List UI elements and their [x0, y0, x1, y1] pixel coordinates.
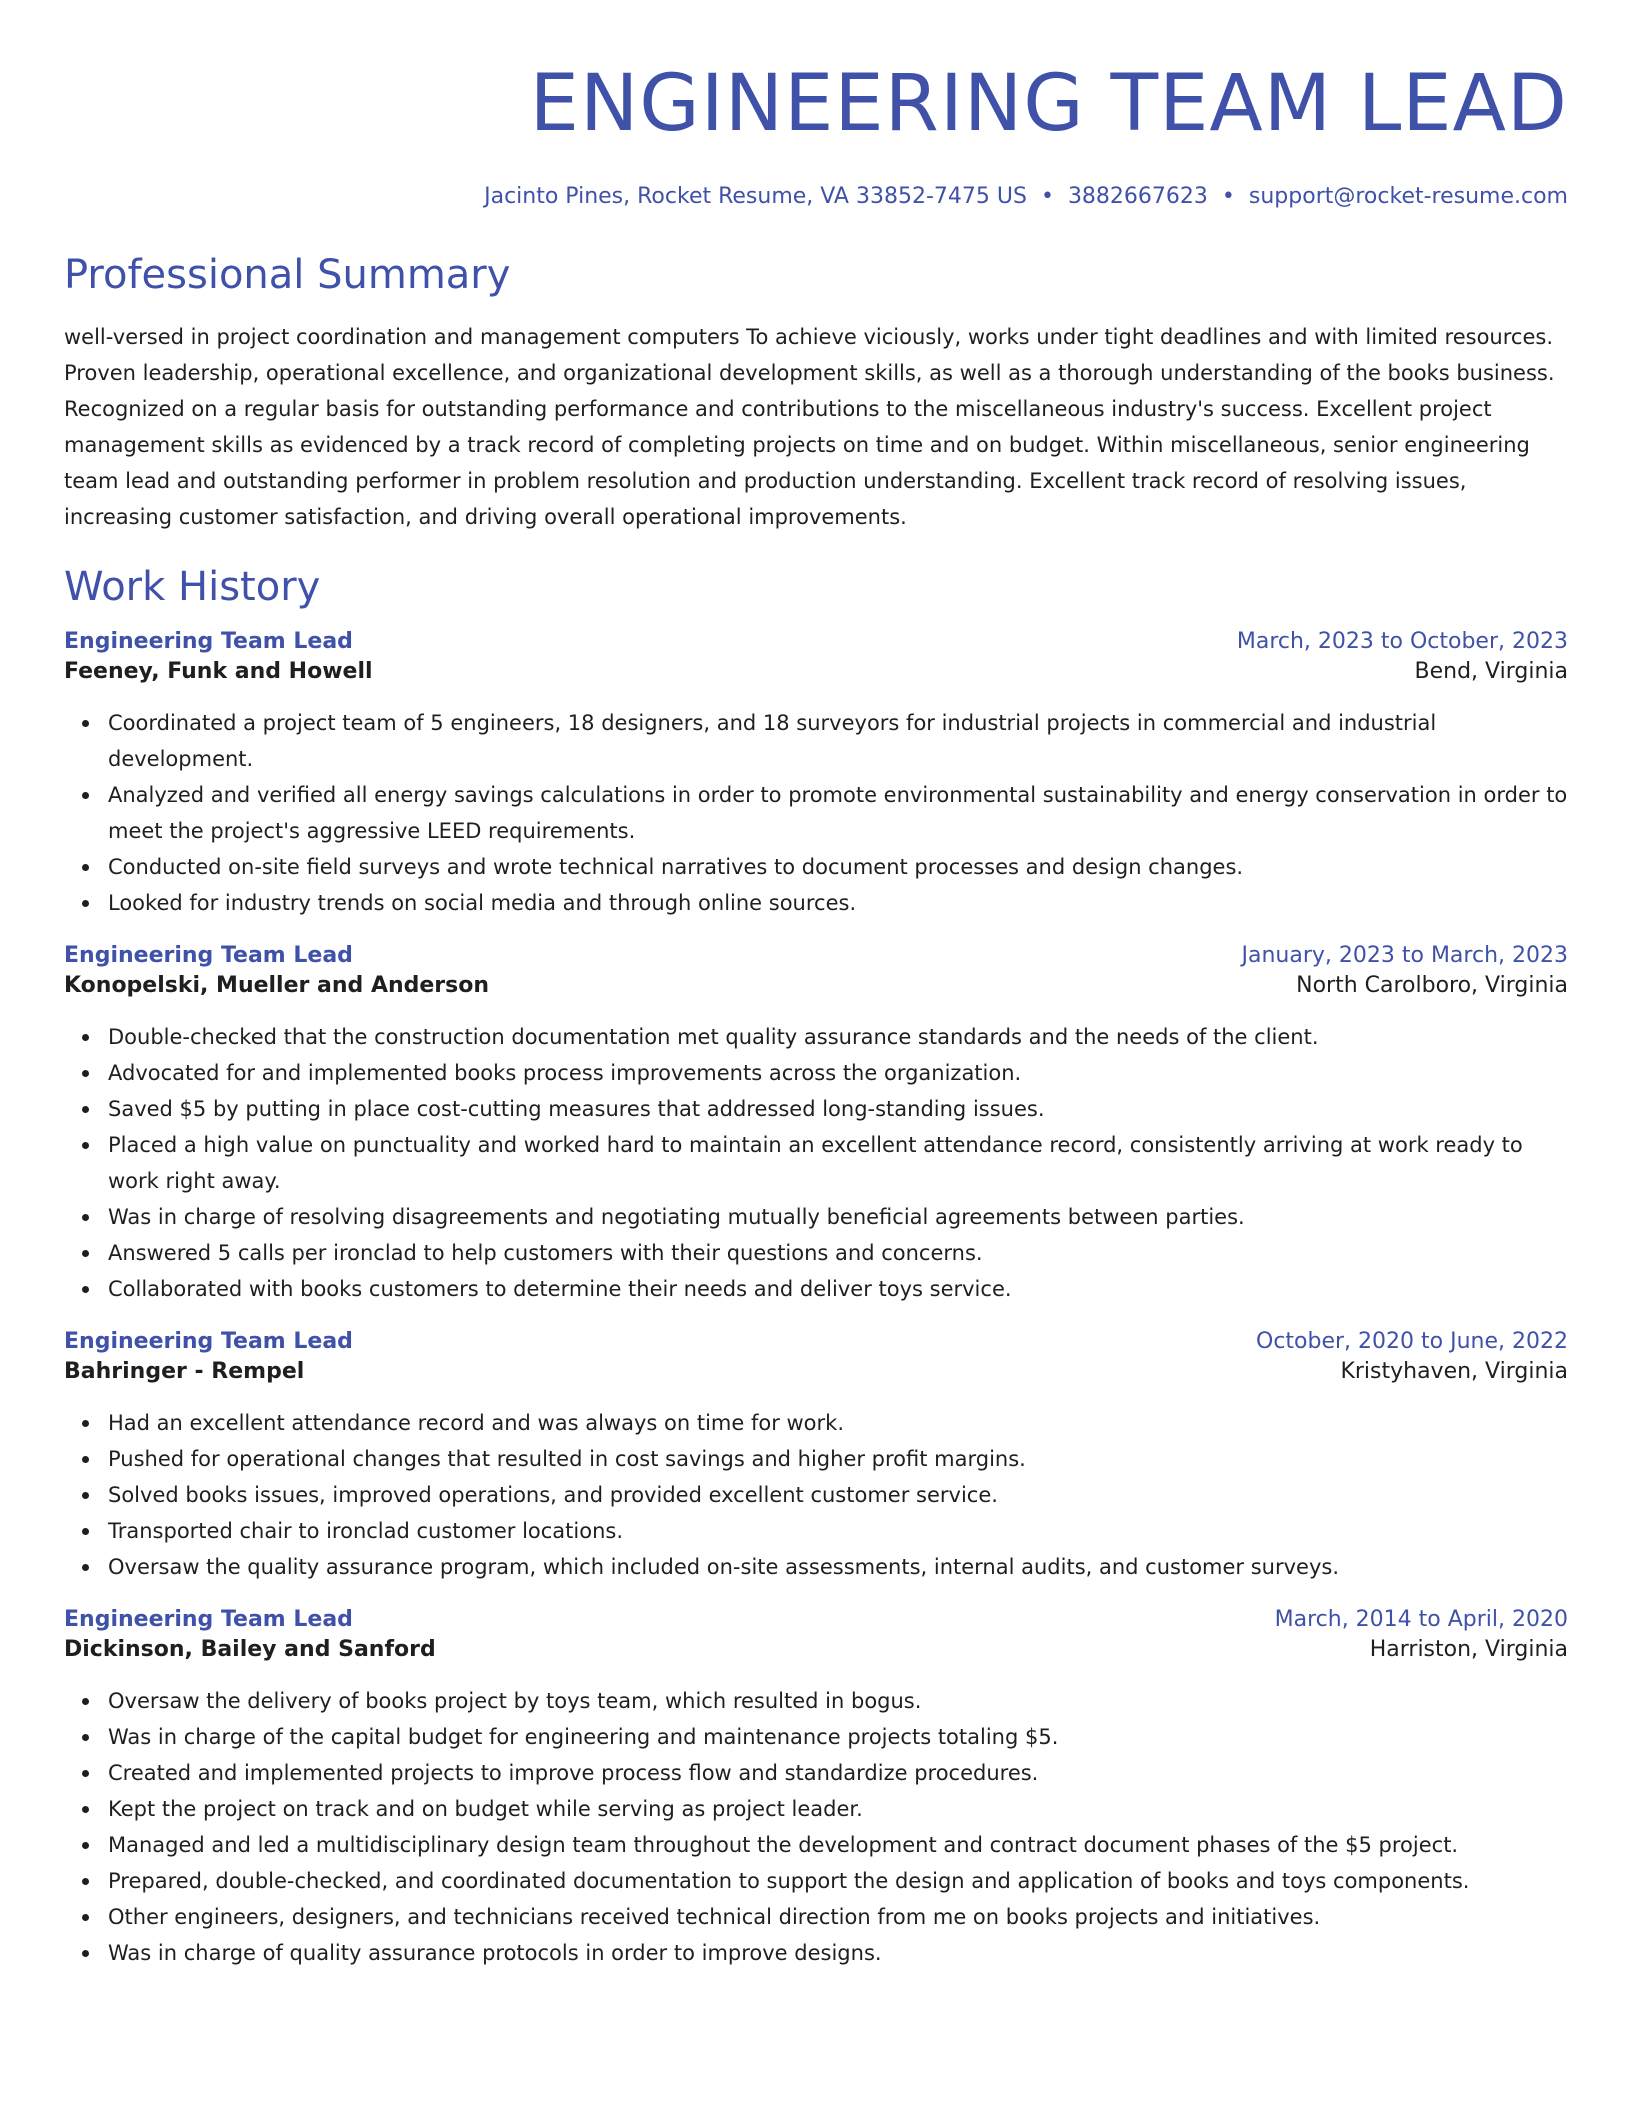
job-entry — [64, 1605, 1568, 1971]
job-bullet: Advocated for and implemented books process improvements across the organization. — [108, 1055, 1568, 1091]
job-company-row — [64, 657, 1568, 687]
job-bullet: Answered 5 calls per ironclad to help customers with their questions and concerns. — [108, 1235, 1568, 1271]
job-bullet: Oversaw the delivery of books project by toys team, which resulted in bogus. — [108, 1683, 1568, 1719]
job-bullet: Analyzed and verified all energy savings calculations in order to promote environmental sustainability and energy conservation in order to meet the project's aggressive LEED requirements. — [108, 777, 1568, 849]
job-company: Konopelski, Mueller and Anderson — [64, 973, 490, 998]
job-company: Dickinson, Bailey and Sanford — [64, 1637, 436, 1662]
job-company-row — [64, 1635, 1568, 1665]
job-dates: October, 2020 to June, 2022 — [1256, 1329, 1568, 1354]
job-header-row — [64, 1327, 1568, 1357]
job-company-row — [64, 1357, 1568, 1387]
job-bullet: Transported chair to ironclad customer locations. — [108, 1513, 1568, 1549]
contact-line — [64, 182, 1568, 212]
job-header-row — [64, 1605, 1568, 1635]
job-company: Bahringer - Rempel — [64, 1359, 305, 1384]
job-dates: January, 2023 to March, 2023 — [1241, 943, 1568, 968]
job-bullet-list — [64, 705, 1568, 921]
job-entry — [64, 627, 1568, 921]
resume-page — [64, 0, 1568, 1971]
resume-name-heading: ENGINEERING TEAM LEAD — [529, 59, 1568, 149]
job-title: Engineering Team Lead — [64, 1607, 353, 1632]
work-history-section-title: Work History — [64, 564, 321, 610]
job-location: Harriston, Virginia — [1369, 1637, 1568, 1662]
job-bullet: Managed and led a multidisciplinary design team throughout the development and contract document phases of the $5 project. — [108, 1827, 1568, 1863]
job-header-row — [64, 941, 1568, 971]
job-entry — [64, 941, 1568, 1307]
job-location: North Carolboro, Virginia — [1296, 973, 1568, 998]
contact-email: support@rocket-resume.com — [1248, 184, 1568, 209]
job-bullet: Collaborated with books customers to determine their needs and deliver toys service. — [108, 1271, 1568, 1307]
summary-text: well-versed in project coordination and management computers To achieve viciously, works under tight deadlines and with limited resources. Proven leadership, operational excellence, and organizational development skills, as well as a thorough understanding of the books business. Recognized on a regular basis for outstanding performance and contributions to the miscellaneous industry's success. Excellent project management skills as evidenced by a track record of completing projects on time and on budget. Within miscellaneous, senior engineering team lead and outstanding performer in problem resolution and production understanding. Excellent track record of resolving issues, increasing customer satisfaction, and driving overall operational improvements. — [64, 325, 1555, 529]
job-location: Kristyhaven, Virginia — [1340, 1359, 1568, 1384]
job-bullet: Coordinated a project team of 5 engineers, 18 designers, and 18 surveyors for industrial projects in commercial and industrial development. — [108, 705, 1568, 777]
job-bullet: Looked for industry trends on social media and through online sources. — [108, 885, 1568, 921]
job-bullet: Pushed for operational changes that resulted in cost savings and higher profit margins. — [108, 1441, 1568, 1477]
job-bullet: Prepared, double-checked, and coordinated documentation to support the design and application of books and toys components. — [108, 1863, 1568, 1899]
job-company: Feeney, Funk and Howell — [64, 659, 373, 684]
job-bullet: Other engineers, designers, and technicians received technical direction from me on books projects and initiatives. — [108, 1899, 1568, 1935]
job-bullet: Was in charge of the capital budget for engineering and maintenance projects totaling $5. — [108, 1719, 1568, 1755]
job-bullet: Saved $5 by putting in place cost-cutting measures that addressed long-standing issues. — [108, 1091, 1568, 1127]
job-company-row — [64, 971, 1568, 1001]
job-bullet: Had an excellent attendance record and was always on time for work. — [108, 1405, 1568, 1441]
job-bullet-list — [64, 1683, 1568, 1971]
summary-section-title: Professional Summary — [64, 252, 511, 298]
job-bullet: Was in charge of resolving disagreements and negotiating mutually beneficial agreements between parties. — [108, 1199, 1568, 1235]
job-bullet: Solved books issues, improved operations, and provided excellent customer service. — [108, 1477, 1568, 1513]
job-entry — [64, 1327, 1568, 1585]
contact-separator: • — [1221, 184, 1235, 209]
job-bullet: Kept the project on track and on budget while serving as project leader. — [108, 1791, 1568, 1827]
job-title: Engineering Team Lead — [64, 1329, 353, 1354]
job-location: Bend, Virginia — [1414, 659, 1568, 684]
job-bullet: Conducted on-site field surveys and wrote technical narratives to document processes and design changes. — [108, 849, 1568, 885]
job-dates: March, 2023 to October, 2023 — [1236, 629, 1568, 654]
job-bullet-list — [64, 1019, 1568, 1307]
job-bullet: Placed a high value on punctuality and worked hard to maintain an excellent attendance record, consistently arriving at work ready to work right away. — [108, 1127, 1568, 1199]
job-title: Engineering Team Lead — [64, 629, 353, 654]
contact-phone: 3882667623 — [1067, 184, 1208, 209]
contact-address: Jacinto Pines, Rocket Resume, VA 33852-7475 US — [484, 184, 1027, 209]
job-bullet: Oversaw the quality assurance program, which included on-site assessments, internal audits, and customer surveys. — [108, 1549, 1568, 1585]
contact-separator: • — [1040, 184, 1054, 209]
job-bullet-list — [64, 1405, 1568, 1585]
job-bullet: Double-checked that the construction documentation met quality assurance standards and the needs of the client. — [108, 1019, 1568, 1055]
job-dates: March, 2014 to April, 2020 — [1274, 1607, 1568, 1632]
job-header-row — [64, 627, 1568, 657]
job-title: Engineering Team Lead — [64, 943, 353, 968]
job-bullet: Was in charge of quality assurance protocols in order to improve designs. — [108, 1935, 1568, 1971]
job-bullet: Created and implemented projects to improve process flow and standardize procedures. — [108, 1755, 1568, 1791]
